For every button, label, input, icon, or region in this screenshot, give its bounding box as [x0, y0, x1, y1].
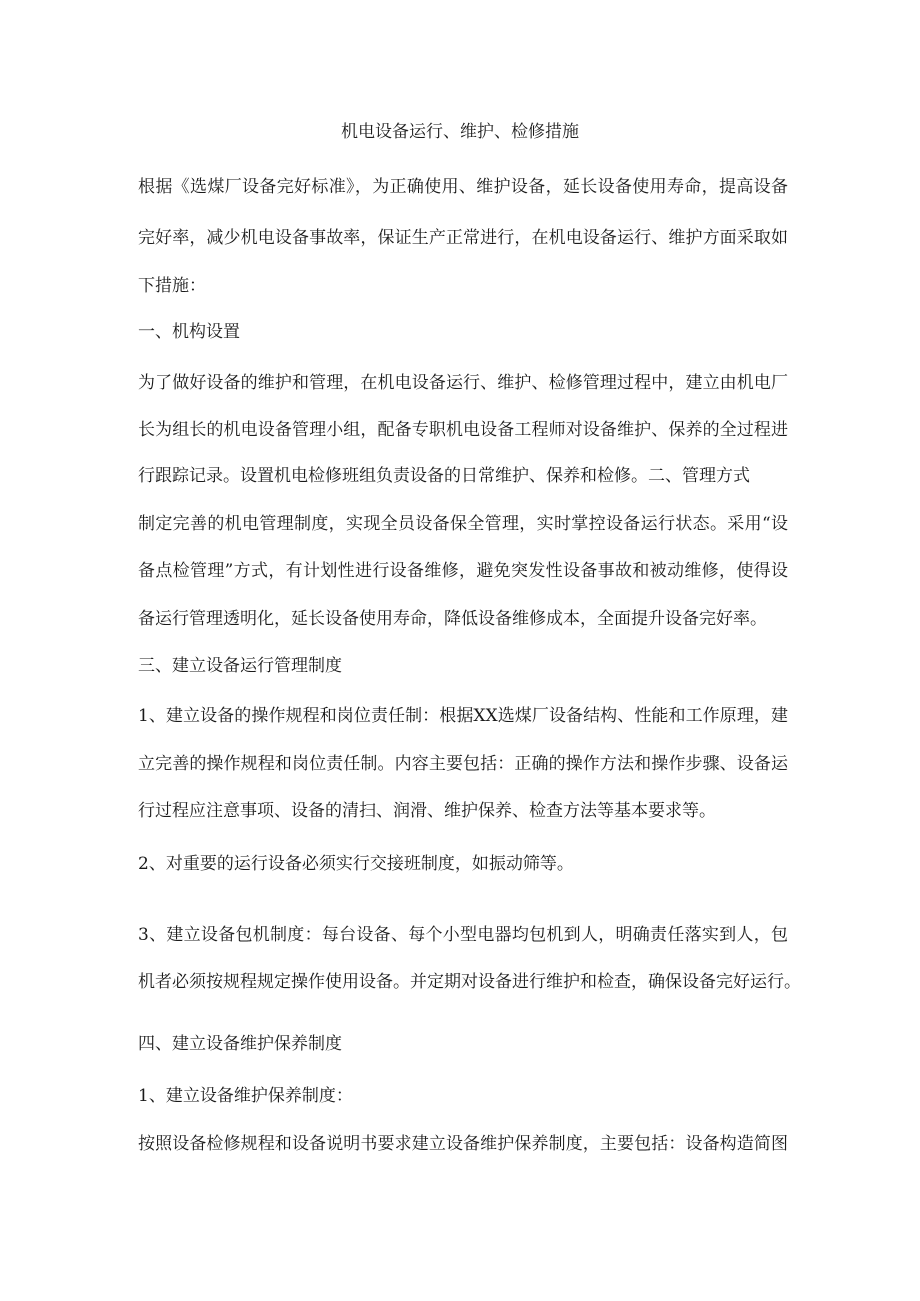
paragraph-line: 长为组长的机电设备管理小组，配备专职机电设备工程师对设备维护、保养的全过程进: [138, 420, 788, 440]
paragraph-line: 备点检管理”方式，有计划性进行设备维修，避免突发性设备事故和被动维修，使得设: [138, 561, 788, 581]
paragraph-line: 制定完善的机电管理制度，实现全员设备保全管理，实时掌控设备运行状态。采用“设: [138, 514, 788, 534]
paragraph-line: 机者必须按规程规定操作使用设备。并定期对设备进行维护和检查，确保设备完好运行。: [138, 972, 801, 992]
paragraph-line: 行过程应注意事项、设备的清扫、润滑、维护保养、检查方法等基本要求等。: [138, 801, 716, 821]
section-heading: 四、建立设备维护保养制度: [138, 1034, 342, 1054]
paragraph-line: 1、建立设备维护保养制度：: [138, 1086, 353, 1106]
paragraph-line: 2、对重要的运行设备必须实行交接班制度，如振动筛等。: [138, 854, 574, 874]
paragraph-line: 备运行管理透明化，延长设备使用寿命，降低设备维修成本，全面提升设备完好率。: [138, 609, 767, 629]
section-heading: 一、机构设置: [138, 322, 240, 342]
paragraph-line: 按照设备检修规程和设备说明书要求建立设备维护保养制度，主要包括：设备构造简图: [138, 1134, 788, 1154]
document-title: 机电设备运行、维护、检修措施: [341, 122, 579, 142]
paragraph-line: 行跟踪记录。设置机电检修班组负责设备的日常维护、保养和检修。二、管理方式: [138, 466, 750, 486]
paragraph-line: 1、建立设备的操作规程和岗位责任制：根据XX选煤厂设备结构、性能和工作原理，建: [138, 706, 788, 726]
paragraph-line: 根据《选煤厂设备完好标准》，为正确使用、维护设备，延长设备使用寿命，提高设备: [138, 177, 788, 197]
paragraph-line: 3、建立设备包机制度：每台设备、每个小型电器均包机到人，明确责任落实到人，包: [138, 925, 788, 945]
paragraph-line: 完好率，减少机电设备事故率，保证生产正常进行，在机电设备运行、维护方面采取如: [138, 228, 788, 248]
paragraph-line: 下措施：: [138, 276, 206, 296]
paragraph-line: 立完善的操作规程和岗位责任制。内容主要包括：正确的操作方法和操作步骤、设备运: [138, 754, 788, 774]
paragraph-line: 为了做好设备的维护和管理，在机电设备运行、维护、检修管理过程中，建立由机电厂: [138, 373, 788, 393]
section-heading: 三、建立设备运行管理制度: [138, 656, 342, 676]
